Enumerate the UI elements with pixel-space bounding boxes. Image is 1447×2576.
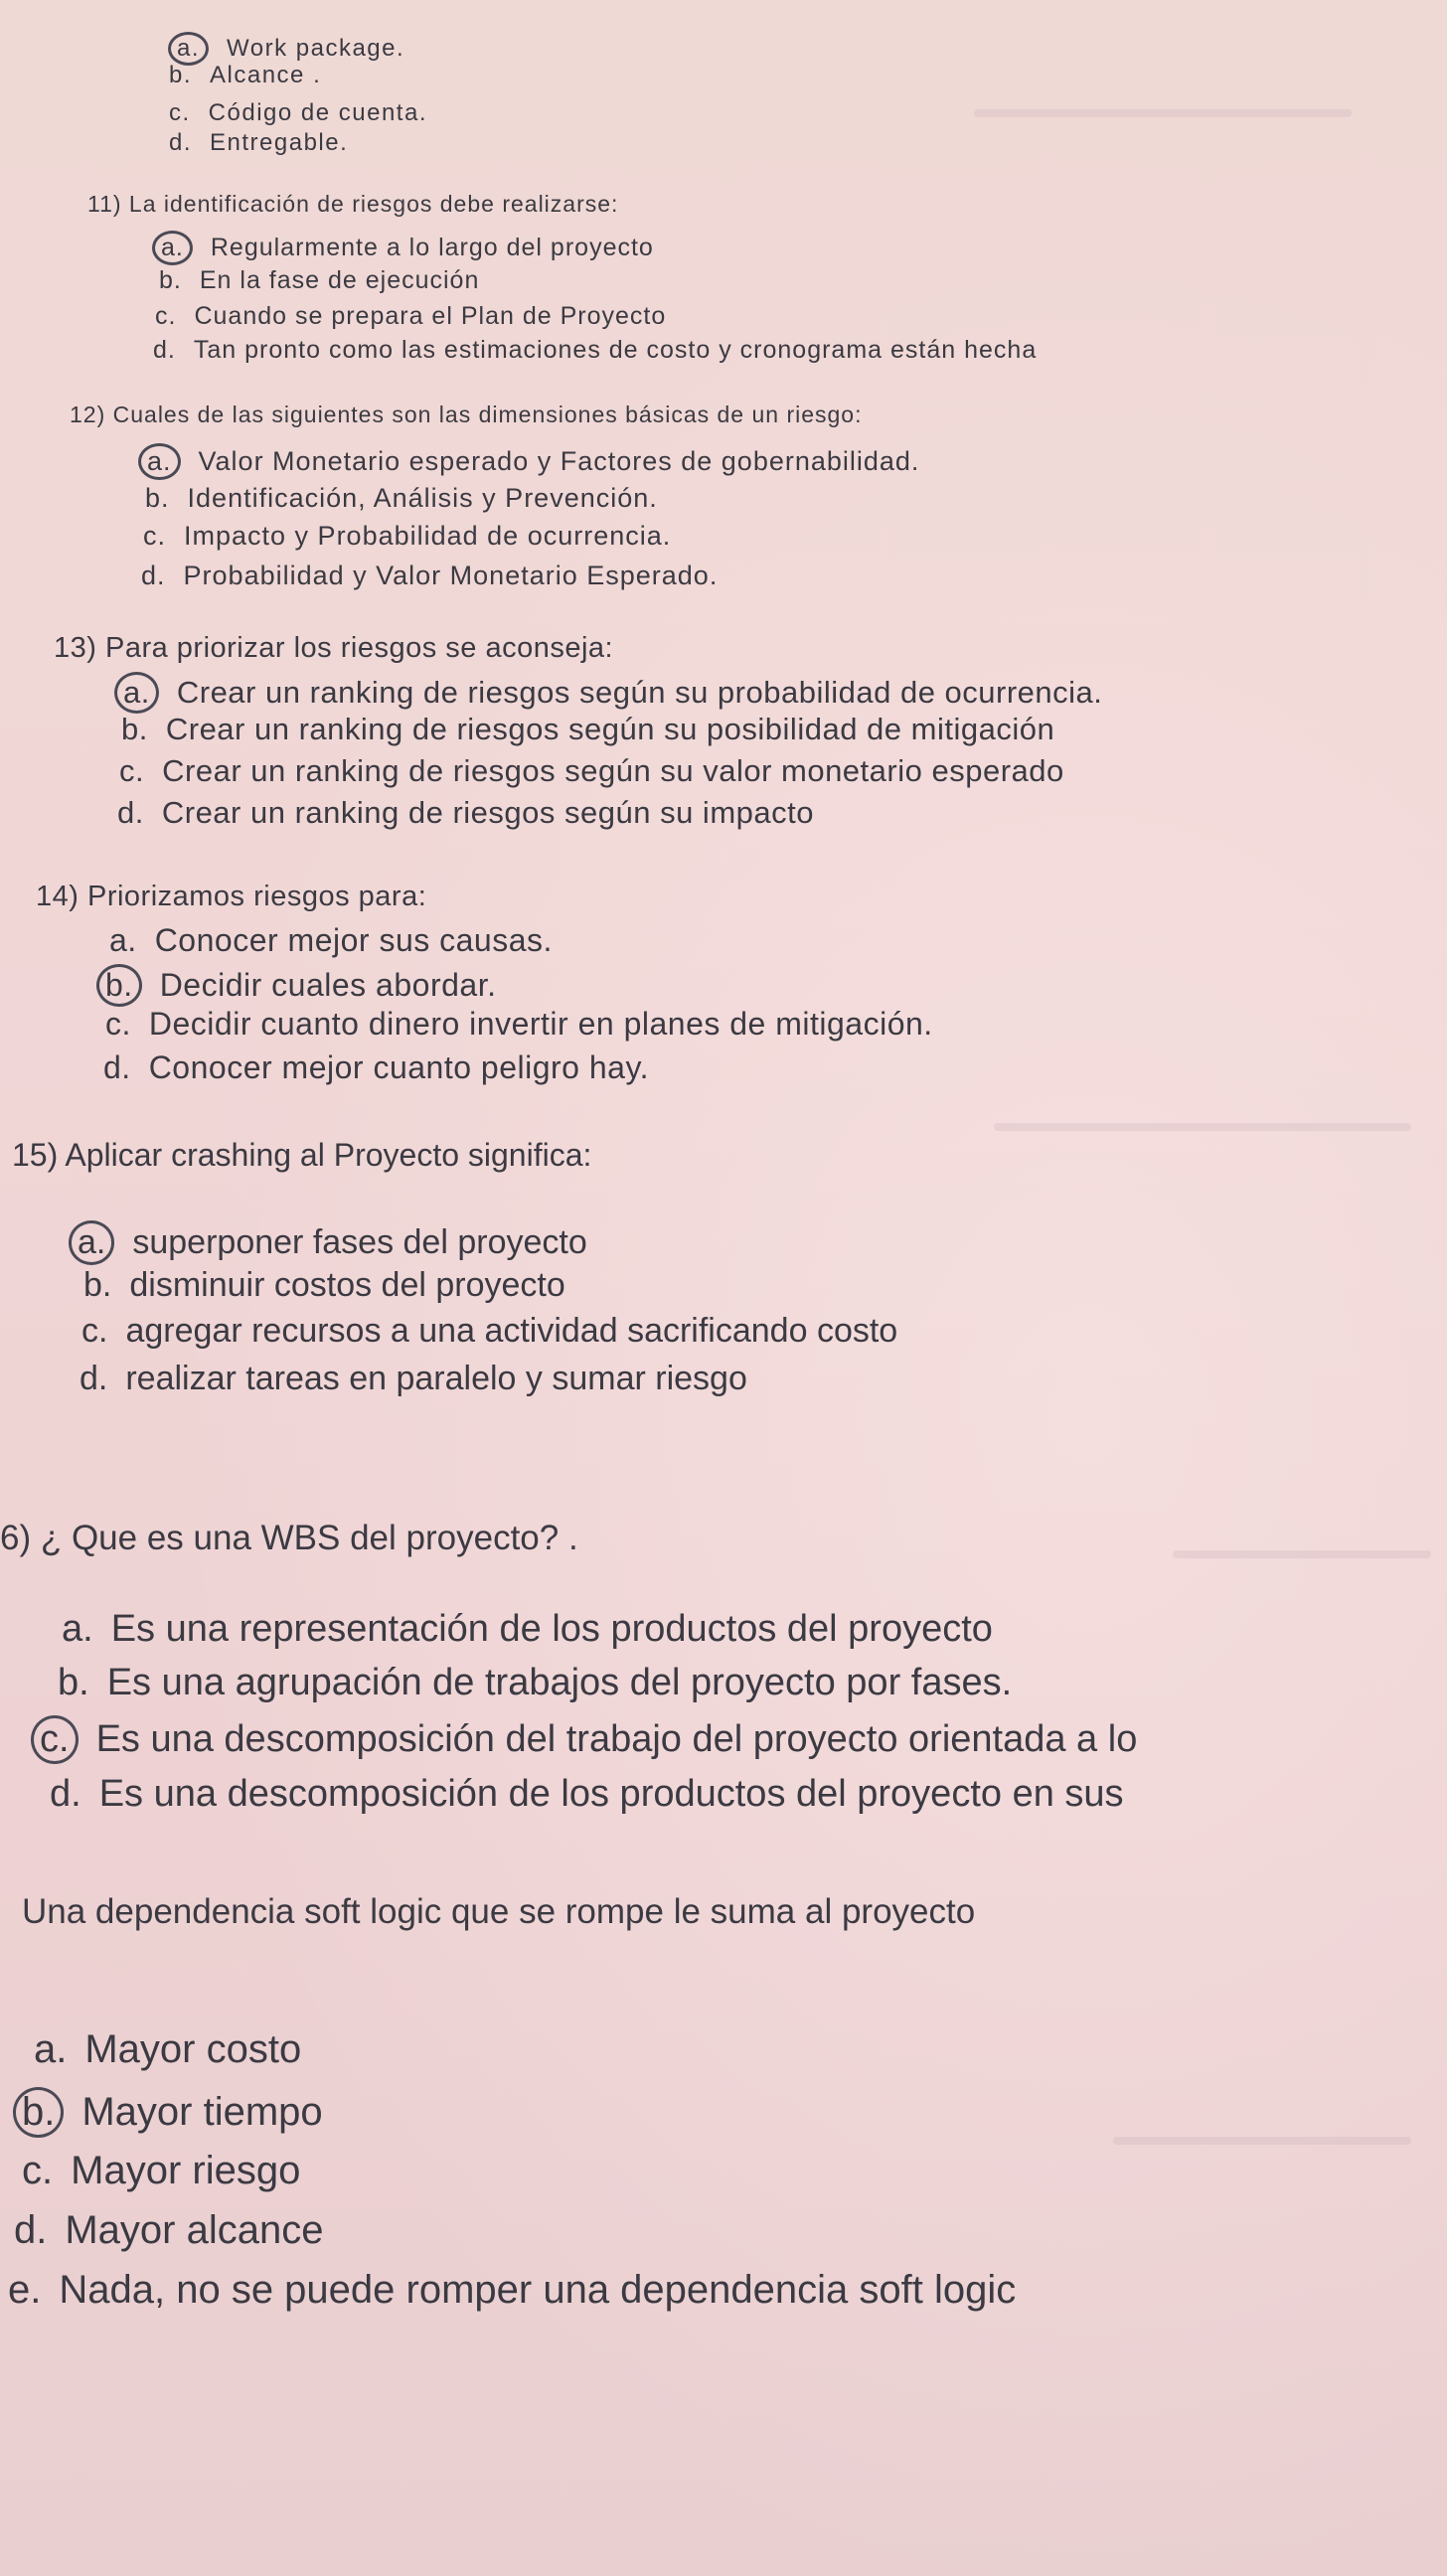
option-text: Crear un ranking de riesgos según su posibilidad de mitigación bbox=[165, 712, 1055, 746]
option-letter: a. bbox=[152, 231, 193, 265]
option-text: Cuando se prepara el Plan de Proyecto bbox=[194, 302, 667, 330]
option-letter: c. bbox=[81, 1312, 108, 1350]
option-letter: d. bbox=[117, 795, 144, 830]
option-text: Entregable. bbox=[210, 129, 349, 156]
option-c bbox=[105, 1006, 933, 1043]
option-text: Es una descomposición de los productos del proyecto en sus bbox=[98, 1773, 1124, 1815]
option-letter: c. bbox=[31, 1715, 79, 1764]
option-text: Crear un ranking de riesgos según su valor monetario esperado bbox=[162, 753, 1064, 788]
option-text: Identificación, Análisis y Prevención. bbox=[187, 483, 658, 513]
option-letter: a. bbox=[34, 2027, 68, 2071]
option-letter: c. bbox=[22, 2149, 54, 2192]
option-text: Alcance . bbox=[210, 62, 322, 88]
option-a bbox=[34, 2027, 301, 2072]
option-letter: b. bbox=[169, 62, 193, 88]
option-text: disminuir costos del proyecto bbox=[129, 1266, 565, 1304]
bleed-through-mark bbox=[994, 1123, 1411, 1131]
bleed-through-mark bbox=[1113, 2137, 1411, 2145]
option-c bbox=[143, 521, 671, 552]
option-letter: b. bbox=[58, 1662, 89, 1703]
option-c bbox=[155, 302, 666, 331]
option-text: Mayor alcance bbox=[65, 2208, 324, 2252]
option-letter: a. bbox=[69, 1220, 114, 1265]
option-d bbox=[14, 2208, 323, 2253]
option-letter: a. bbox=[138, 443, 181, 480]
option-d bbox=[117, 795, 814, 831]
option-text: Regularmente a lo largo del proyecto bbox=[210, 234, 654, 261]
option-b bbox=[169, 62, 321, 89]
option-letter: d. bbox=[14, 2208, 48, 2252]
option-a bbox=[177, 32, 404, 66]
option-letter: b. bbox=[96, 964, 142, 1007]
option-text: Decidir cuanto dinero invertir en planes de mitigación. bbox=[148, 1006, 933, 1042]
option-a bbox=[78, 1220, 587, 1265]
option-text: Mayor tiempo bbox=[81, 2090, 323, 2134]
option-letter: d. bbox=[80, 1360, 108, 1397]
option-letter: b. bbox=[159, 266, 182, 294]
question-text: 11) La identificación de riesgos debe realizarse: bbox=[87, 191, 619, 217]
option-letter: d. bbox=[103, 1049, 131, 1085]
option-letter: a. bbox=[109, 922, 137, 958]
option-d bbox=[153, 336, 1037, 365]
option-text: Tan pronto como las estimaciones de costo y cronograma están hecha bbox=[193, 336, 1038, 364]
option-c bbox=[119, 753, 1064, 789]
option-letter: a. bbox=[62, 1608, 93, 1650]
option-b bbox=[22, 2087, 323, 2138]
option-text: Es una agrupación de trabajos del proyecto por fases. bbox=[106, 1662, 1013, 1703]
option-b bbox=[58, 1662, 1012, 1704]
option-letter: a. bbox=[168, 32, 209, 66]
option-text: realizar tareas en paralelo y sumar riesgo bbox=[125, 1360, 747, 1397]
option-a bbox=[62, 1608, 993, 1651]
option-b bbox=[83, 1266, 565, 1305]
question-text: 14) Priorizamos riesgos para: bbox=[36, 881, 427, 912]
option-text: Conocer mejor cuanto peligro hay. bbox=[148, 1049, 649, 1085]
question-text: 13) Para priorizar los riesgos se aconseja: bbox=[54, 632, 614, 664]
option-d bbox=[50, 1773, 1124, 1816]
option-letter: d. bbox=[141, 561, 166, 590]
option-text: Mayor riesgo bbox=[71, 2149, 301, 2192]
option-text: Es una descomposición del trabajo del proyecto orientada a lo bbox=[95, 1718, 1138, 1760]
option-text: Crear un ranking de riesgos según su impacto bbox=[161, 795, 814, 830]
option-text: agregar recursos a una actividad sacrificando costo bbox=[125, 1312, 898, 1350]
option-letter: e. bbox=[8, 2268, 42, 2312]
option-text: Impacto y Probabilidad de ocurrencia. bbox=[184, 521, 672, 551]
option-letter: c. bbox=[105, 1006, 131, 1042]
option-letter: b. bbox=[145, 483, 170, 513]
option-d bbox=[141, 561, 718, 591]
option-letter: c. bbox=[143, 521, 167, 551]
option-letter: c. bbox=[169, 99, 191, 126]
option-letter: d. bbox=[169, 129, 193, 156]
bleed-through-mark bbox=[974, 109, 1352, 117]
option-text: Código de cuenta. bbox=[208, 99, 427, 126]
option-text: Conocer mejor sus causas. bbox=[154, 922, 553, 958]
option-a bbox=[109, 922, 553, 959]
option-d bbox=[103, 1049, 649, 1086]
option-b bbox=[145, 483, 658, 514]
option-a bbox=[123, 672, 1102, 714]
option-text: superponer fases del proyecto bbox=[132, 1223, 587, 1261]
option-a bbox=[161, 231, 654, 265]
option-letter: c. bbox=[155, 302, 177, 330]
option-d bbox=[80, 1360, 747, 1398]
option-letter: b. bbox=[83, 1266, 112, 1304]
option-e bbox=[8, 2268, 1016, 2313]
option-letter: d. bbox=[153, 336, 176, 364]
question-text: Una dependencia soft logic que se rompe le suma al proyecto bbox=[22, 1892, 976, 1931]
option-text: Decidir cuales abordar. bbox=[159, 967, 497, 1003]
option-c bbox=[169, 99, 427, 127]
option-c bbox=[81, 1312, 897, 1351]
option-c bbox=[22, 2149, 300, 2193]
bleed-through-mark bbox=[1173, 1550, 1431, 1558]
option-text: Probabilidad y Valor Monetario Esperado. bbox=[183, 561, 719, 590]
option-text: Es una representación de los productos del proyecto bbox=[110, 1608, 993, 1650]
option-b bbox=[159, 266, 479, 295]
option-letter: a. bbox=[114, 672, 159, 714]
option-text: Valor Monetario esperado y Factores de gobernabilidad. bbox=[198, 446, 920, 476]
question-text: 12) Cuales de las siguientes son las dimensiones básicas de un riesgo: bbox=[70, 402, 863, 427]
option-text: En la fase de ejecución bbox=[199, 266, 480, 294]
option-text: Work package. bbox=[227, 35, 405, 62]
option-a bbox=[147, 443, 919, 480]
option-letter: b. bbox=[13, 2087, 64, 2138]
question-text: 6) ¿ Que es una WBS del proyecto? . bbox=[0, 1519, 578, 1557]
option-letter: c. bbox=[119, 753, 145, 788]
option-text: Nada, no se puede romper una dependencia soft logic bbox=[59, 2268, 1017, 2312]
option-letter: b. bbox=[121, 712, 148, 746]
option-text: Mayor costo bbox=[84, 2027, 302, 2071]
option-c bbox=[40, 1715, 1137, 1764]
option-b bbox=[121, 712, 1054, 747]
option-letter: d. bbox=[50, 1773, 81, 1815]
question-text: 15) Aplicar crashing al Proyecto significa: bbox=[12, 1137, 592, 1173]
option-b bbox=[105, 964, 496, 1007]
option-text: Crear un ranking de riesgos según su probabilidad de ocurrencia. bbox=[176, 675, 1103, 710]
option-d bbox=[169, 129, 348, 157]
